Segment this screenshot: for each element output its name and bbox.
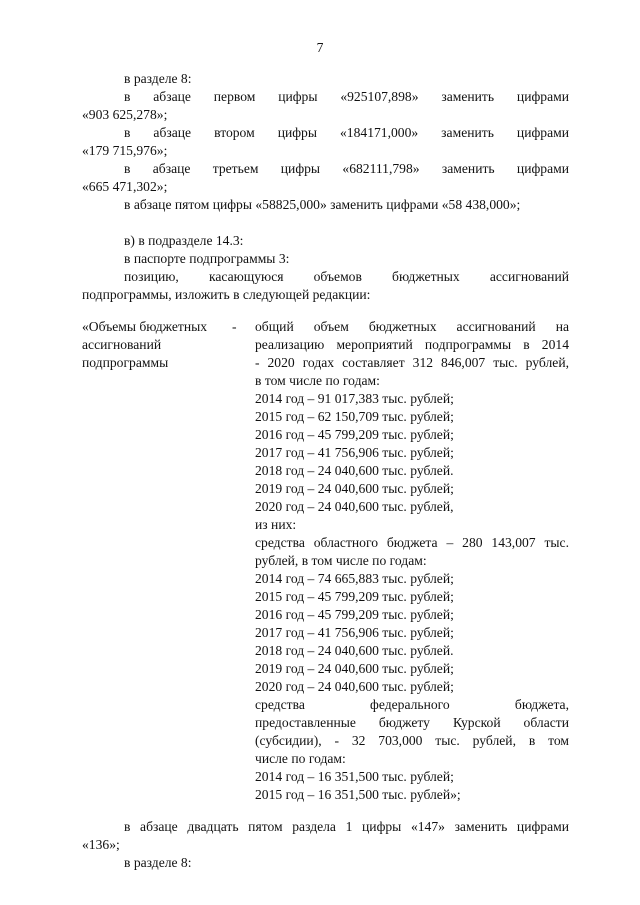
table-dash [232, 732, 255, 750]
table-left-cell [82, 480, 232, 498]
table-dash [232, 498, 255, 516]
table-row [82, 678, 569, 696]
table-row [82, 372, 569, 390]
table-right-cell: (субсидии), - 32 703,000 тыс. рублей, в том [255, 733, 569, 748]
table-right-cell: числе по годам: [255, 751, 346, 766]
table-dash [232, 642, 255, 660]
table-row [82, 444, 569, 462]
table-row [82, 516, 569, 534]
table-right-cell: 2015 год – 16 351,500 тыс. рублей»; [255, 787, 461, 802]
table-row [82, 408, 569, 426]
table-left-cell [82, 642, 232, 660]
table-row [82, 336, 569, 354]
table-left-cell [82, 372, 232, 390]
table-left-cell [82, 606, 232, 624]
position-line: позицию, касающуюся объемов бюджетных ассигнований [124, 269, 569, 284]
table-dash [232, 606, 255, 624]
table-left-cell [82, 552, 232, 570]
table-right-cell: общий объем бюджетных ассигнований на [255, 319, 569, 334]
table-row [82, 696, 569, 714]
paragraph-third-value: «665 471,302»; [82, 179, 168, 194]
table-right-cell: 2016 год – 45 799,209 тыс. рублей; [255, 427, 454, 442]
table-left-cell [82, 570, 232, 588]
table-left-cell [82, 768, 232, 786]
paragraph-25-line: в абзаце двадцать пятом раздела 1 цифры «147» заменить цифрами [124, 819, 569, 834]
table-row [82, 768, 569, 786]
table-dash: - [232, 319, 237, 334]
table-left-cell [82, 516, 232, 534]
table-right-cell: 2017 год – 41 756,906 тыс. рублей; [255, 625, 454, 640]
table-dash [232, 516, 255, 534]
table-dash [232, 768, 255, 786]
table-dash [232, 354, 255, 372]
table-row [82, 606, 569, 624]
table-left-cell [82, 714, 232, 732]
table-left-cell [82, 390, 232, 408]
table-right-cell: реализацию мероприятий подпрограммы в 2014 [255, 337, 569, 352]
table-right-cell: 2019 год – 24 040,600 тыс. рублей; [255, 481, 454, 496]
table-left-cell [82, 588, 232, 606]
table-row [82, 732, 569, 750]
paragraph-25-value: «136»; [82, 837, 120, 852]
table-dash [232, 570, 255, 588]
table-dash [232, 480, 255, 498]
table-dash [232, 750, 255, 768]
table-row [82, 570, 569, 588]
paragraph-fifth: в абзаце пятом цифры «58825,000» заменить цифрами «58 438,000»; [124, 197, 521, 212]
section-8-heading-2: в разделе 8: [124, 855, 192, 870]
table-right-cell: 2015 год – 62 150,709 тыс. рублей; [255, 409, 454, 424]
section-8-heading: в разделе 8: [124, 71, 192, 86]
table-dash [232, 660, 255, 678]
spacer [82, 304, 569, 318]
table-dash [232, 786, 255, 804]
table-row [82, 318, 569, 336]
table-row [82, 642, 569, 660]
table-left-cell [82, 462, 232, 480]
table-left-cell: «Объемы бюджетных [82, 319, 208, 334]
table-row [82, 354, 569, 372]
table-right-cell: в том числе по годам: [255, 373, 380, 388]
table-left-cell [82, 498, 232, 516]
table-right-cell: 2018 год – 24 040,600 тыс. рублей. [255, 643, 454, 658]
spacer [82, 214, 569, 232]
paragraph-second-value: «179 715,976»; [82, 143, 168, 158]
budget-table [82, 318, 569, 804]
table-row [82, 426, 569, 444]
table-row [82, 660, 569, 678]
table-dash [232, 462, 255, 480]
table-right-cell: 2017 год – 41 756,906 тыс. рублей; [255, 445, 454, 460]
table-left-cell [82, 696, 232, 714]
table-left-cell [82, 444, 232, 462]
paragraph-third-line: в абзаце третьем цифры «682111,798» заменить цифрами [124, 161, 569, 176]
table-dash [232, 372, 255, 390]
subsection-heading: в) в подразделе 14.3: [124, 233, 244, 248]
table-dash [232, 714, 255, 732]
table-dash [232, 534, 255, 552]
table-dash [232, 552, 255, 570]
spacer [82, 804, 569, 818]
table-right-cell: средства федерального бюджета, [255, 697, 569, 712]
document-body [82, 70, 569, 872]
table-dash [232, 696, 255, 714]
table-left-cell [82, 624, 232, 642]
table-dash [232, 408, 255, 426]
table-row [82, 462, 569, 480]
table-left-cell [82, 660, 232, 678]
table-left-cell: подпрограммы [82, 355, 169, 370]
paragraph-second-line: в абзаце втором цифры «184171,000» заменить цифрами [124, 125, 569, 140]
table-dash [232, 426, 255, 444]
table-right-cell: рублей, в том числе по годам: [255, 553, 427, 568]
table-right-cell: 2014 год – 16 351,500 тыс. рублей; [255, 769, 454, 784]
table-dash [232, 588, 255, 606]
table-right-cell: 2020 год – 24 040,600 тыс. рублей, [255, 499, 454, 514]
table-right-cell: - 2020 годах составляет 312 846,007 тыс. рублей, [255, 355, 569, 370]
table-row [82, 534, 569, 552]
table-left-cell [82, 408, 232, 426]
table-row [82, 390, 569, 408]
table-right-cell: 2014 год – 91 017,383 тыс. рублей; [255, 391, 454, 406]
table-right-cell: из них: [255, 517, 297, 532]
table-row [82, 624, 569, 642]
table-left-cell [82, 786, 232, 804]
table-dash [232, 390, 255, 408]
table-left-cell: ассигнований [82, 337, 162, 352]
table-right-cell: средства областного бюджета – 280 143,007 тыс. [255, 535, 569, 550]
table-left-cell [82, 732, 232, 750]
table-right-cell: 2015 год – 45 799,209 тыс. рублей; [255, 589, 454, 604]
table-row [82, 498, 569, 516]
table-row [82, 750, 569, 768]
table-right-cell: 2016 год – 45 799,209 тыс. рублей; [255, 607, 454, 622]
table-left-cell [82, 534, 232, 552]
table-row [82, 480, 569, 498]
table-right-cell: 2014 год – 74 665,883 тыс. рублей; [255, 571, 454, 586]
table-left-cell [82, 678, 232, 696]
table-row [82, 786, 569, 804]
passport-heading: в паспорте подпрограммы 3: [124, 251, 290, 266]
table-right-cell: предоставленные бюджету Курской области [255, 715, 569, 730]
table-left-cell [82, 426, 232, 444]
page-number: 7 [316, 40, 324, 55]
table-dash [232, 336, 255, 354]
paragraph-first-line: в абзаце первом цифры «925107,898» заменить цифрами [124, 89, 569, 104]
table-dash [232, 624, 255, 642]
table-row [82, 552, 569, 570]
table-dash [232, 678, 255, 696]
table-right-cell: 2018 год – 24 040,600 тыс. рублей. [255, 463, 454, 478]
table-left-cell [82, 750, 232, 768]
table-right-cell: 2019 год – 24 040,600 тыс. рублей; [255, 661, 454, 676]
table-row [82, 588, 569, 606]
paragraph-first-value: «903 625,278»; [82, 107, 168, 122]
position-line-2: подпрограммы, изложить в следующей редакции: [82, 287, 371, 302]
table-right-cell: 2020 год – 24 040,600 тыс. рублей; [255, 679, 454, 694]
table-dash [232, 444, 255, 462]
table-row [82, 714, 569, 732]
